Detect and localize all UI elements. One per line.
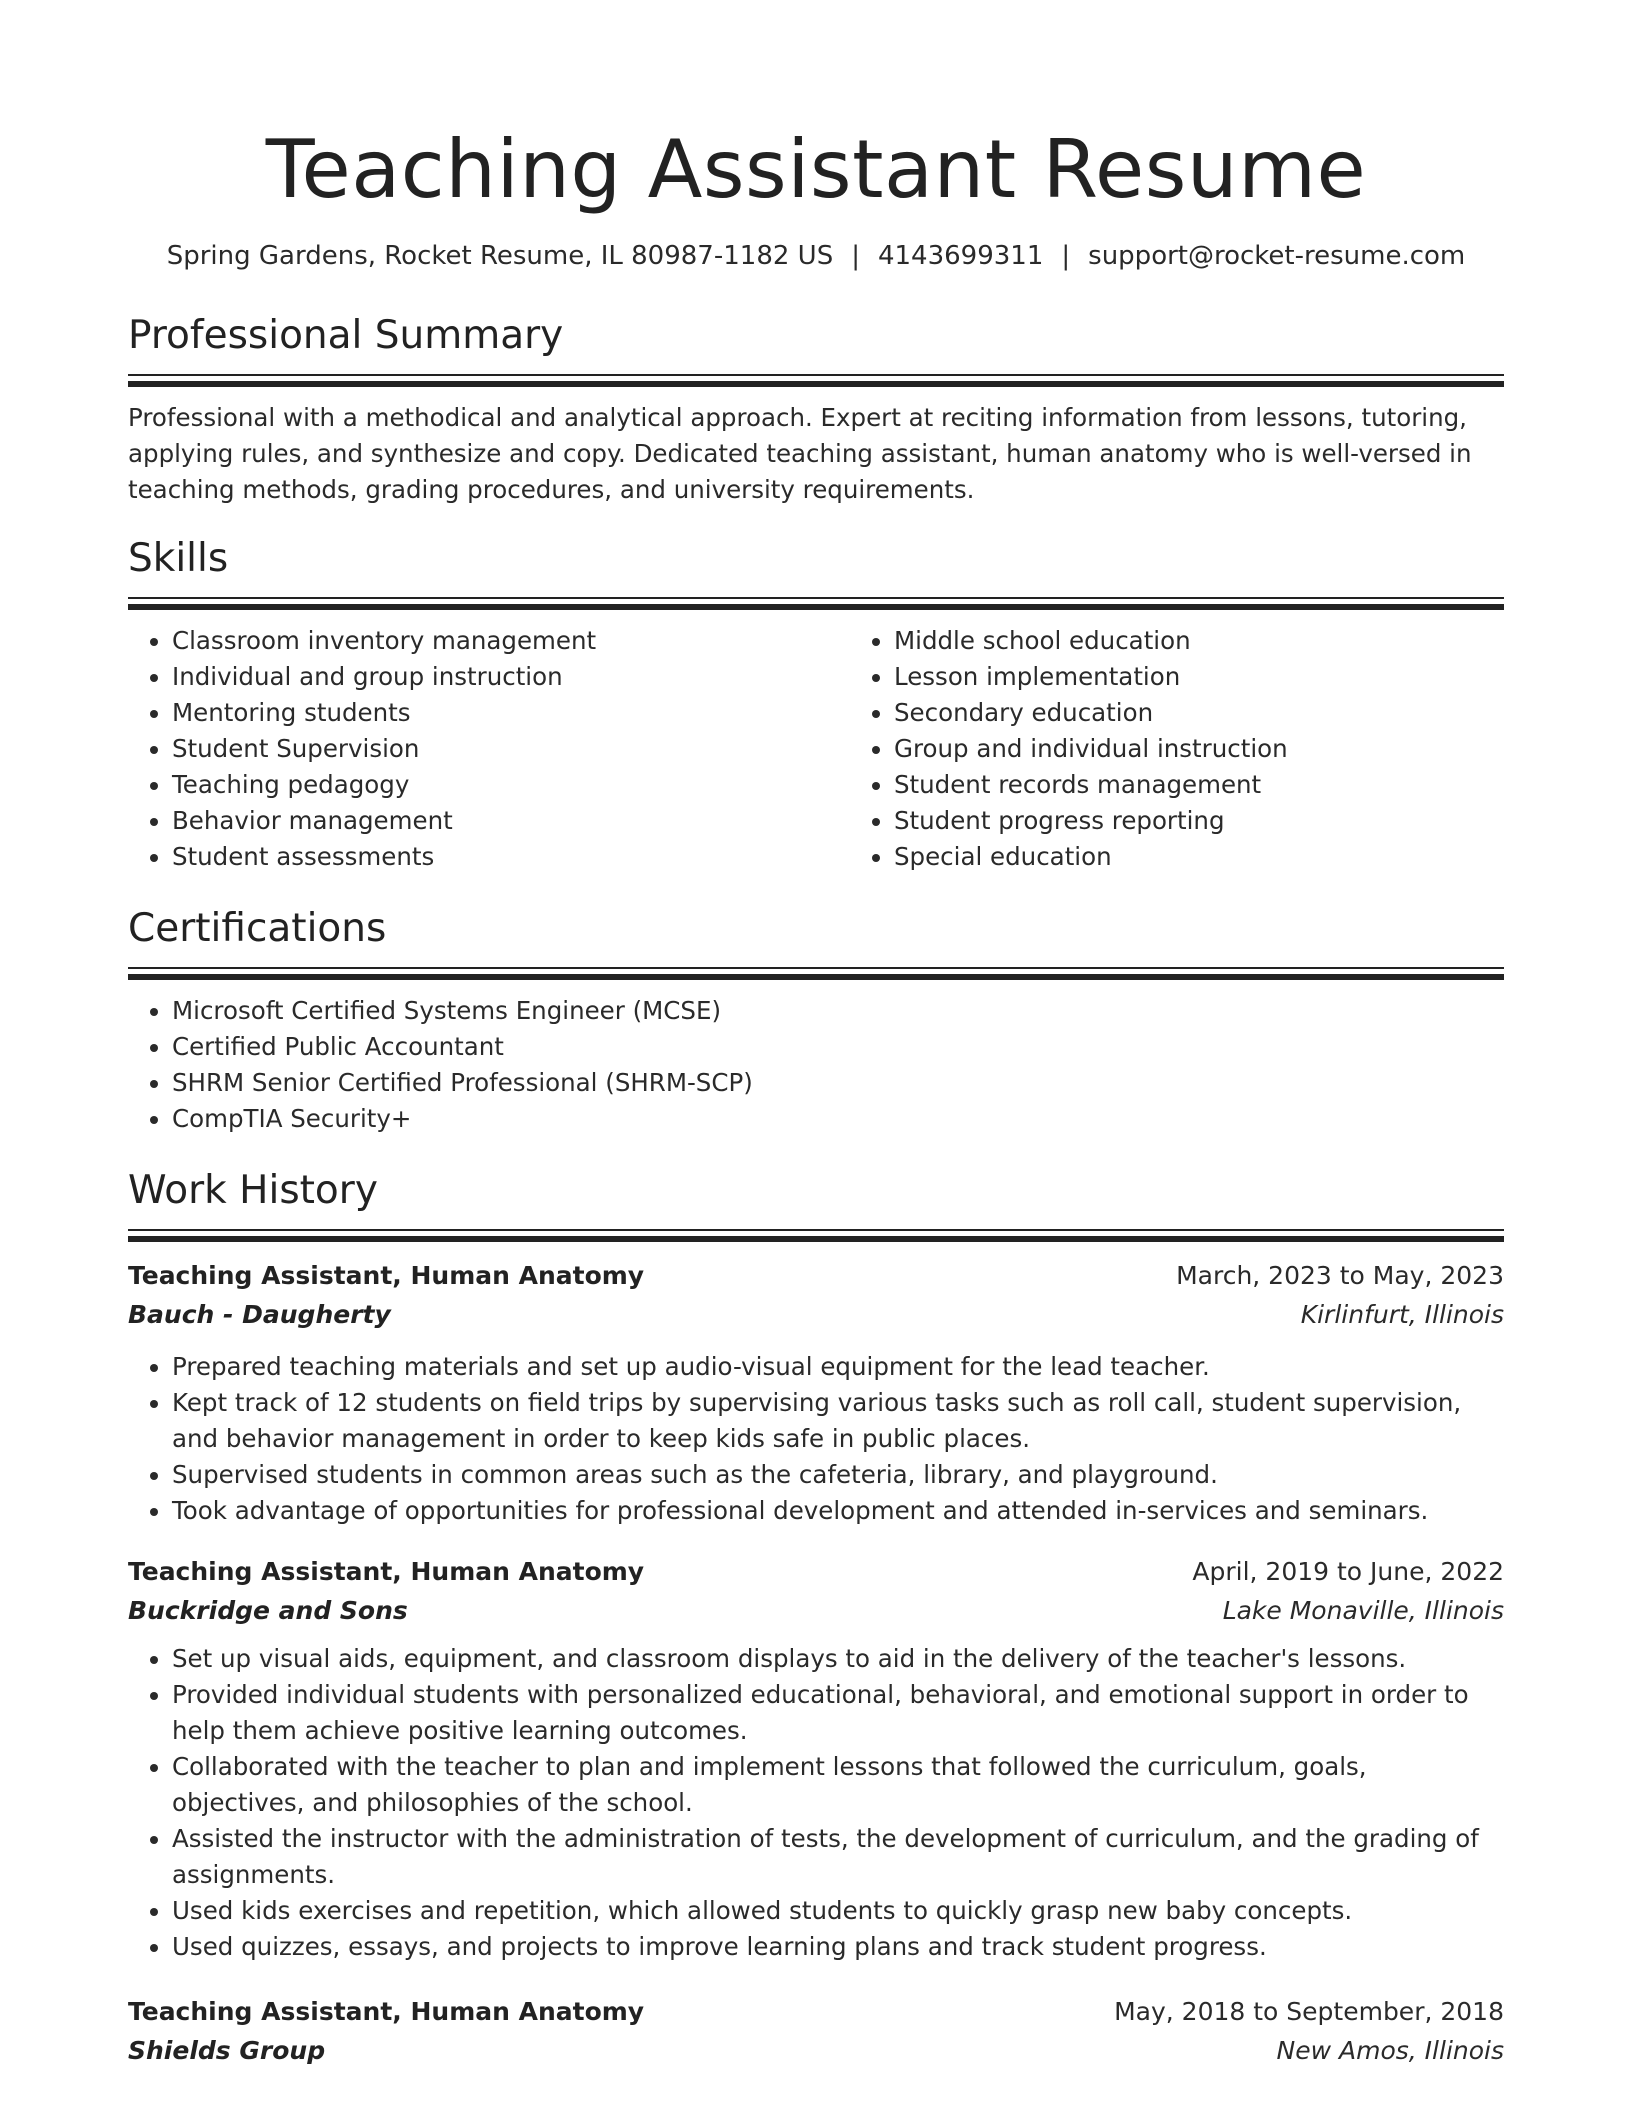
job-entry bbox=[128, 1553, 1504, 1965]
job-subheader bbox=[128, 1295, 1504, 1335]
skill-item: • Teaching pedagogy bbox=[172, 767, 850, 803]
job-duty: • Set up visual aids, equipment, and classroom displays to aid in the delivery of the teacher's lessons. bbox=[172, 1641, 1504, 1677]
skills-section bbox=[128, 533, 1504, 875]
job-location: New Amos, Illinois bbox=[1276, 2035, 1504, 2065]
skill-item: • Student assessments bbox=[172, 839, 850, 875]
job-dates: April, 2019 to June, 2022 bbox=[1192, 1556, 1504, 1586]
job-subheader bbox=[128, 2031, 1504, 2071]
contact-email: support@rocket-resume.com bbox=[1088, 241, 1466, 271]
skills-grid bbox=[128, 623, 1504, 875]
skill-item: • Group and individual instruction bbox=[894, 731, 1504, 767]
section-title-summary: Professional Summary bbox=[128, 313, 564, 358]
job-header bbox=[128, 1257, 1504, 1295]
certifications-section bbox=[128, 903, 1504, 1137]
job-duty: • Used quizzes, essays, and projects to improve learning plans and track student progress. bbox=[172, 1929, 1504, 1965]
summary-text: Professional with a methodical and analytical approach. Expert at reciting information from lessons, tutoring, applying rules, and synthesize and copy. Dedicated teaching assistant, human anatomy who is well-versed in teaching methods, grading procedures, and university requirements. bbox=[128, 403, 1472, 504]
skill-item: • Student Supervision bbox=[172, 731, 850, 767]
section-title-work-history: Work History bbox=[128, 1167, 378, 1213]
job-duty: • Took advantage of opportunities for professional development and attended in-services and seminars. bbox=[172, 1493, 1504, 1529]
section-divider bbox=[128, 967, 1504, 981]
job-company: Bauch - Daugherty bbox=[128, 1299, 391, 1329]
job-duty: • Assisted the instructor with the administration of tests, the development of curriculum, and the grading of assignments. bbox=[172, 1821, 1504, 1893]
job-header bbox=[128, 1993, 1504, 2031]
job-duty: • Prepared teaching materials and set up audio-visual equipment for the lead teacher. bbox=[172, 1349, 1504, 1385]
job-location: Kirlinfurt, Illinois bbox=[1300, 1299, 1504, 1329]
section-divider bbox=[128, 597, 1504, 611]
job-subheader bbox=[128, 1591, 1504, 1631]
job-duty: • Kept track of 12 students on field trips by supervising various tasks such as roll call, student supervision, and behavior management in order to keep kids safe in public places. bbox=[172, 1385, 1504, 1457]
section-divider bbox=[128, 1229, 1504, 1243]
job-duties bbox=[128, 1349, 1504, 1529]
contact-address: Spring Gardens, Rocket Resume, IL 80987-1182 US bbox=[166, 241, 834, 271]
job-dates: May, 2018 to September, 2018 bbox=[1114, 1996, 1504, 2026]
resume-title: Teaching Assistant Resume bbox=[265, 123, 1367, 216]
contact-separator: | bbox=[851, 241, 860, 271]
work-history-section bbox=[128, 1165, 1504, 2071]
job-title: Teaching Assistant, Human Anatomy bbox=[128, 1996, 645, 2026]
skill-item: • Behavior management bbox=[172, 803, 850, 839]
section-title-skills: Skills bbox=[128, 535, 229, 581]
skill-item: • Special education bbox=[894, 839, 1504, 875]
job-duty: • Supervised students in common areas such as the cafeteria, library, and playground. bbox=[172, 1457, 1504, 1493]
skills-list-left bbox=[128, 623, 850, 875]
skill-item: • Classroom inventory management bbox=[172, 623, 850, 659]
job-entry bbox=[128, 1993, 1504, 2071]
certification-item: • SHRM Senior Certified Professional (SHRM-SCP) bbox=[172, 1065, 1504, 1101]
job-duty: • Collaborated with the teacher to plan and implement lessons that followed the curriculum, goals, objectives, and philosophies of the school. bbox=[172, 1749, 1504, 1821]
contact-line bbox=[128, 238, 1504, 274]
job-entry bbox=[128, 1257, 1504, 1529]
skill-item: • Individual and group instruction bbox=[172, 659, 850, 695]
job-header bbox=[128, 1553, 1504, 1591]
contact-separator: | bbox=[1061, 241, 1071, 271]
skill-item: • Student records management bbox=[894, 767, 1504, 803]
skill-item: • Middle school education bbox=[894, 623, 1504, 659]
skill-item: • Secondary education bbox=[894, 695, 1504, 731]
certifications-list bbox=[128, 993, 1504, 1137]
summary-section bbox=[128, 310, 1504, 508]
certification-item: • Certified Public Accountant bbox=[172, 1029, 1504, 1065]
certification-item: • CompTIA Security+ bbox=[172, 1101, 1504, 1137]
job-dates: March, 2023 to May, 2023 bbox=[1176, 1260, 1504, 1290]
skill-item: • Mentoring students bbox=[172, 695, 850, 731]
job-duty: • Provided individual students with personalized educational, behavioral, and emotional support in order to help them achieve positive learning outcomes. bbox=[172, 1677, 1504, 1749]
skill-item: • Lesson implementation bbox=[894, 659, 1504, 695]
job-title: Teaching Assistant, Human Anatomy bbox=[128, 1556, 645, 1586]
job-title: Teaching Assistant, Human Anatomy bbox=[128, 1260, 645, 1290]
job-company: Buckridge and Sons bbox=[128, 1595, 408, 1625]
job-company: Shields Group bbox=[128, 2035, 326, 2065]
section-title-certifications: Certifications bbox=[128, 905, 387, 951]
section-divider bbox=[128, 374, 1504, 388]
skills-list-right bbox=[850, 623, 1504, 875]
job-duties bbox=[128, 1641, 1504, 1965]
job-duty: • Used kids exercises and repetition, which allowed students to quickly grasp new baby concepts. bbox=[172, 1893, 1504, 1929]
contact-phone: 4143699311 bbox=[877, 241, 1044, 271]
certification-item: • Microsoft Certified Systems Engineer (MCSE) bbox=[172, 993, 1504, 1029]
skill-item: • Student progress reporting bbox=[894, 803, 1504, 839]
job-location: Lake Monaville, Illinois bbox=[1222, 1595, 1504, 1625]
